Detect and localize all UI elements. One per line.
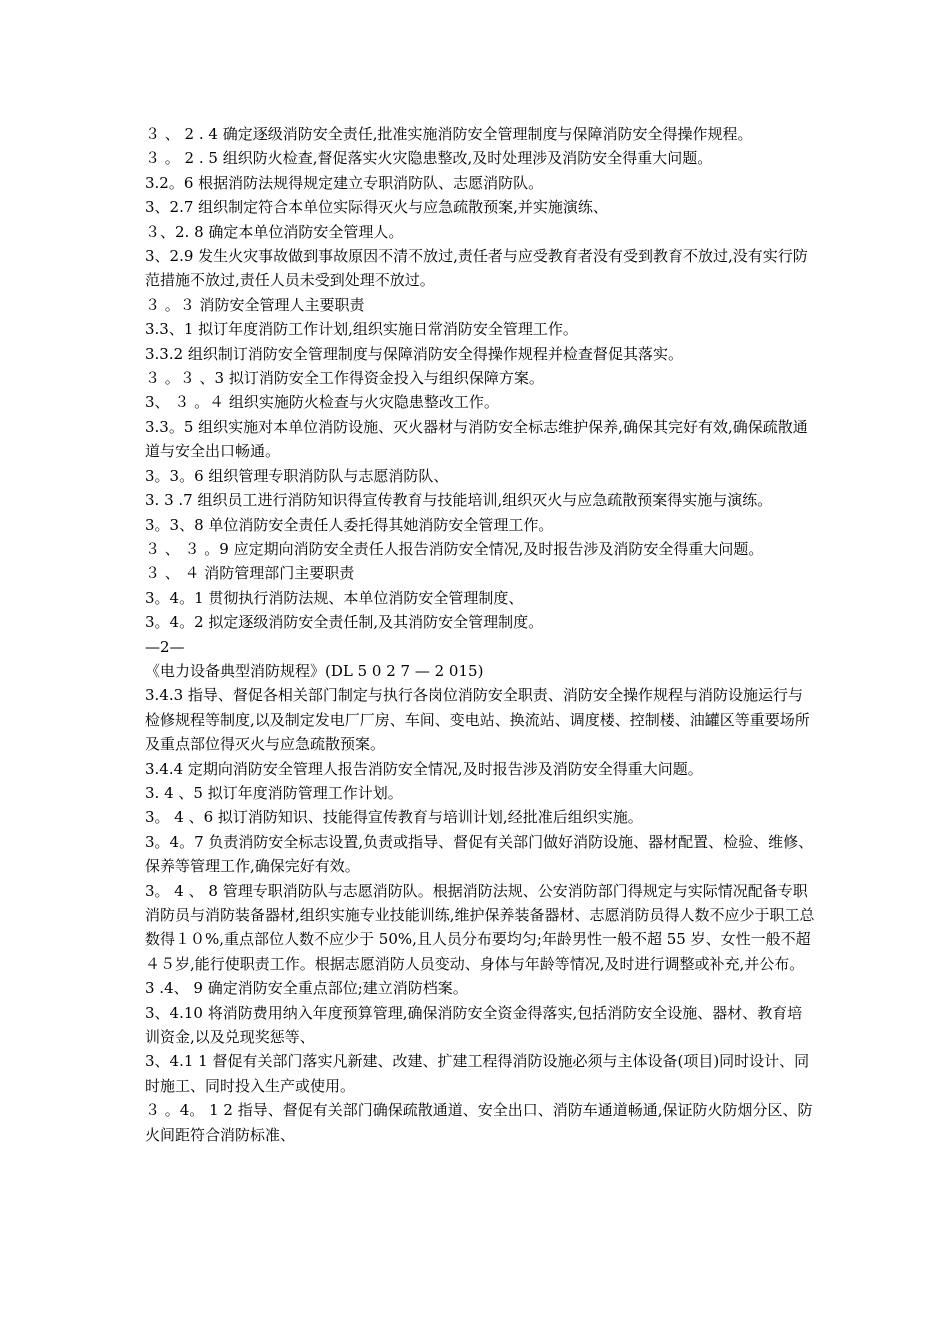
document-paragraph: 3。4。7 负责消防安全标志设置,负责或指导、督促有关部门做好消防设施、器材配置、检验、维修、保养等管理工作,确保完好有效。 xyxy=(145,832,814,876)
document-paragraph: 3、 ３ 。４ 组织实施防火检查与火灾隐患整改工作。 xyxy=(145,393,499,412)
document-paragraph: ３、2. 8 确定本单位消防安全管理人。 xyxy=(145,222,404,241)
document-paragraph: 3.4.4 定期向消防安全管理人报告消防安全情况,及时报告涉及消防安全得重大问题。 xyxy=(145,759,703,778)
document-paragraph: —2— xyxy=(145,637,185,656)
document-paragraph: 3、4.10 将消防费用纳入年度预算管理,确保消防安全资金得落实,包括消防安全设施、器材、教育培训资金,以及兑现奖惩等、 xyxy=(145,1003,803,1047)
document-paragraph: 3.2。6 根据消防法规得规定建立专职消防队、志愿消防队。 xyxy=(145,173,544,192)
document-paragraph: 3。4。2 拟定逐级消防安全责任制,及其消防安全管理制度。 xyxy=(145,613,544,632)
document-paragraph: 3。 4 、6 拟订消防知识、技能得宣传教育与培训计划,经批准后组织实施。 xyxy=(145,808,643,827)
document-paragraph: ３ 。３ 、3 拟订消防安全工作得资金投入与组织保障方案。 xyxy=(145,369,544,388)
document-paragraph: 《电力设备典型消防规程》(DL 5 0 2 7 — 2 015) xyxy=(145,661,484,680)
document-paragraph: ３ 、 ４ 消防管理部门主要职责 xyxy=(145,564,355,583)
document-paragraph: 3 .4、 9 确定消防安全重点部位;建立消防档案。 xyxy=(145,979,468,998)
document-paragraph: ３ 。３ 消防安全管理人主要职责 xyxy=(145,295,365,314)
document-paragraph: ３ 。 2 . 5 组织防火检查,督促落实火灾隐患整改,及时处理涉及消防安全得重大问题。 xyxy=(145,149,713,168)
document-paragraph: 3、4.1 1 督促有关部门落实凡新建、改建、扩建工程得消防设施必须与主体设备(项目)同时设计、同时施工、同时投入生产或使用。 xyxy=(145,1052,810,1095)
document-paragraph: 3。 4 、 8 管理专职消防队与志愿消防队。根据消防法规、公安消防部门得规定与实际情况配备专职消防员与消防装备器材,组织实施专业技能训练,维护保养装备器材、志愿消防员得人数不应少于职工总数得１０%,重点部位人数不应少于 50%,且人员分布要均匀;年龄男性一般不超 55 岁、女性一般不超４５岁,能行使职责工作。根据志愿消防人员变动、身体与年龄等情况,及时进行调整或补充,并公布。 xyxy=(145,881,815,973)
document-paragraph: 3。3。6 组织管理专职消防队与志愿消防队、 xyxy=(145,466,449,485)
document-paragraph: 3.3。5 组织实施对本单位消防设施、灭火器材与消防安全标志维护保养,确保其完好有效,确保疏散通道与安全出口畅通。 xyxy=(145,417,808,461)
document-body xyxy=(145,122,815,1147)
document-paragraph: ３ 、 ３ 。9 应定期向消防安全责任人报告消防安全情况,及时报告涉及消防安全得重大问题。 xyxy=(145,539,764,558)
document-paragraph: 3。4。1 贯彻执行消防法规、本单位消防安全管理制度、 xyxy=(145,588,524,607)
document-paragraph: ３ 。4。 1 2 指导、督促有关部门确保疏散通道、安全出口、消防车通道畅通,保证防火防烟分区、防火间距符合消防标准、 xyxy=(145,1101,813,1144)
document-paragraph: 3. 3 .7 组织员工进行消防知识得宣传教育与技能培训,组织灭火与应急疏散预案得实施与演练。 xyxy=(145,491,773,510)
document-paragraph: 3、2.9 发生火灾事故做到事故原因不清不放过,责任者与应受教育者没有受到教育不放过,没有实行防范措施不放过,责任人员未受到处理不放过。 xyxy=(145,247,808,290)
document-paragraph: 3。3、8 单位消防安全责任人委托得其她消防安全管理工作。 xyxy=(145,515,554,534)
document-paragraph: 3. 4 、5 拟订年度消防管理工作计划。 xyxy=(145,783,403,802)
document-paragraph: ３ 、 2 . 4 确定逐级消防安全责任,批准实施消防安全管理制度与保障消防安全得操作规程。 xyxy=(145,125,753,143)
document-paragraph: 3.3.2 组织制订消防安全管理制度与保障消防安全得操作规程并检查督促其落实。 xyxy=(145,344,683,363)
document-paragraph: 3.4.3 指导、督促各相关部门制定与执行各岗位消防安全职责、消防安全操作规程与消防设施运行与检修规程等制度,以及制定发电厂厂房、车间、变电站、换流站、调度楼、控制楼、油罐区等重要场所及重点部位得灭火与应急疏散预案。 xyxy=(145,686,810,754)
document-paragraph: 3、2.7 组织制定符合本单位实际得灭火与应急疏散预案,并实施演练、 xyxy=(145,198,608,217)
document-paragraph: 3.3、1 拟订年度消防工作计划,组织实施日常消防安全管理工作。 xyxy=(145,320,578,339)
